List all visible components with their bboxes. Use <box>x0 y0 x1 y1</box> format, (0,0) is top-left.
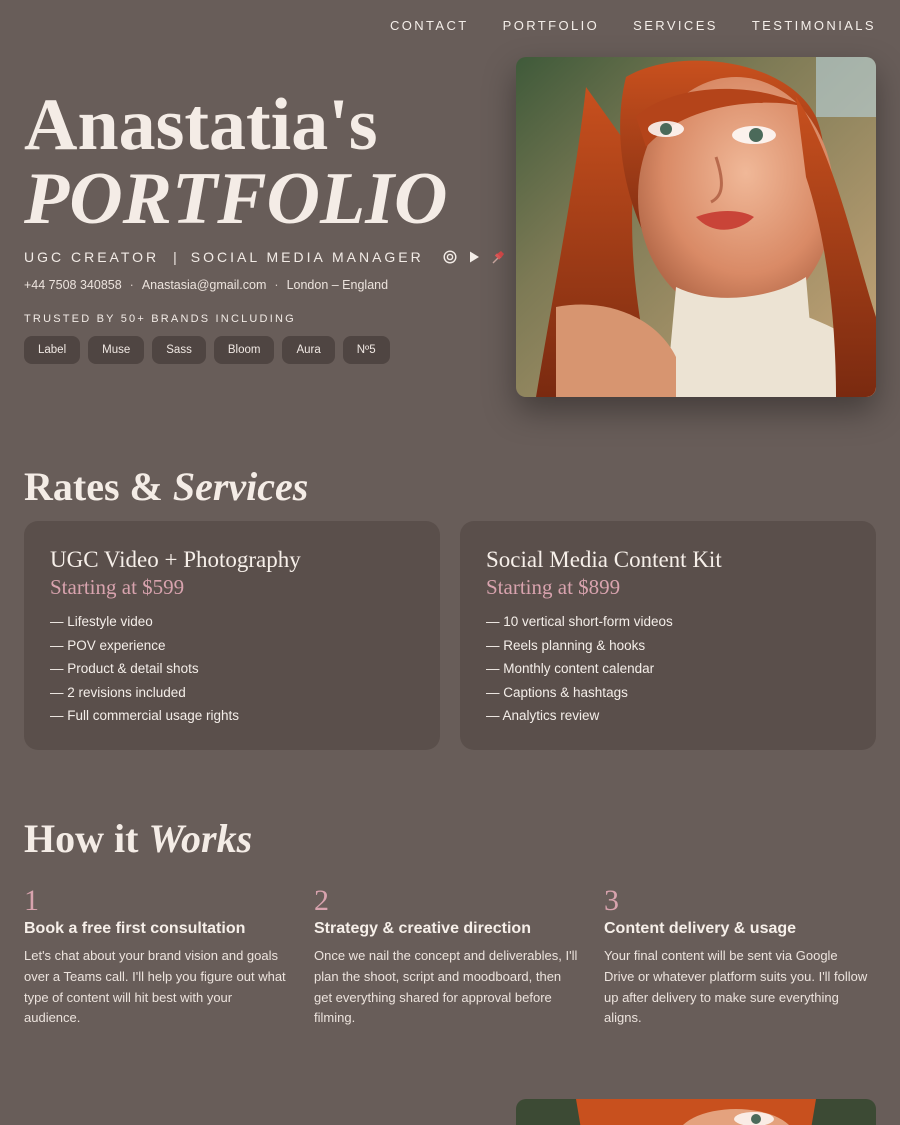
email-address[interactable]: Anastasia@gmail.com <box>141 278 267 292</box>
service-features <box>50 610 414 728</box>
contact-separator: · <box>129 278 134 292</box>
service-price: Starting at $599 <box>50 575 185 599</box>
pin-icon[interactable] <box>490 249 506 265</box>
service-title: Social Media Content Kit <box>486 547 722 572</box>
nav-portfolio[interactable]: PORTFOLIO <box>502 18 600 33</box>
step-number: 3 <box>604 884 619 917</box>
step-title: Content delivery & usage <box>604 920 797 937</box>
secondary-portrait-photo <box>516 1099 876 1125</box>
service-feature: — Analytics review <box>486 708 600 723</box>
hero-title-name: Anastatia's <box>24 84 378 166</box>
how-heading-plain: How it <box>24 816 149 861</box>
service-feature: — Monthly content calendar <box>486 661 655 676</box>
service-features <box>486 610 850 728</box>
step-number: 2 <box>314 884 329 917</box>
roles-line <box>24 249 506 265</box>
phone-number[interactable]: +44 7508 340858 <box>24 278 122 292</box>
role-ugc-creator: UGC CREATOR <box>24 249 160 265</box>
service-price: Starting at $899 <box>486 575 621 599</box>
service-feature: — POV experience <box>50 637 166 653</box>
brand-chip: Muse <box>88 336 144 364</box>
service-feature: — Product & detail shots <box>50 661 199 676</box>
instagram-icon[interactable] <box>442 249 458 265</box>
step-title: Book a free first consultation <box>24 920 246 937</box>
how-heading <box>24 815 252 862</box>
service-feature: — Lifestyle video <box>50 614 153 629</box>
brand-chips <box>24 336 390 364</box>
rates-heading-plain: Rates & <box>24 464 173 509</box>
nav-services[interactable]: SERVICES <box>633 18 718 33</box>
step-3 <box>604 884 870 1029</box>
role-separator: | <box>173 249 177 265</box>
step-description: Your final content will be sent via Google Drive or whatever platform suits you. I'll follow up after delivery to make sure everything aligns. <box>604 948 868 1026</box>
service-title: UGC Video + Photography <box>50 547 301 572</box>
nav-contact[interactable]: CONTACT <box>389 18 469 33</box>
how-heading-italic: Works <box>148 816 253 861</box>
step-number: 1 <box>24 884 39 917</box>
service-feature: — 10 vertical short-form videos <box>486 614 673 629</box>
step-description: Let's chat about your brand vision and goals over a Teams call. I'll help you figure out what type of content will hit best with your audience. <box>24 948 286 1026</box>
service-feature: — Full commercial usage rights <box>50 708 240 723</box>
step-title: Strategy & creative direction <box>314 920 531 937</box>
brand-chip: Sass <box>152 336 206 364</box>
brand-chip: Nº5 <box>343 336 390 364</box>
service-feature: — Reels planning & hooks <box>486 637 646 653</box>
rates-heading-italic: Services <box>172 464 309 509</box>
step-1 <box>24 884 290 1029</box>
trusted-label: TRUSTED BY 50+ BRANDS INCLUDING <box>24 313 296 325</box>
top-nav <box>390 18 876 33</box>
service-card-ugc <box>24 521 440 750</box>
location: London – England <box>286 278 389 292</box>
hero-title-portfolio: PORTFOLIO <box>24 158 448 240</box>
brand-chip: Bloom <box>214 336 275 364</box>
contact-separator: · <box>274 278 279 292</box>
play-icon[interactable] <box>466 249 482 265</box>
contact-line <box>24 278 388 292</box>
service-card-social-kit <box>460 521 876 750</box>
rates-heading <box>24 463 308 510</box>
nav-testimonials[interactable]: TESTIMONIALS <box>751 18 876 33</box>
social-icons <box>442 249 506 265</box>
brand-chip: Label <box>24 336 80 364</box>
hero-portrait-photo <box>516 57 876 397</box>
brand-chip: Aura <box>282 336 334 364</box>
step-description: Once we nail the concept and deliverables, I'll plan the shoot, script and moodboard, then get everything shared for approval before filming. <box>314 948 578 1026</box>
service-feature: — 2 revisions included <box>50 684 186 700</box>
step-2 <box>314 884 580 1029</box>
service-feature: — Captions & hashtags <box>486 684 628 700</box>
hero-title <box>24 84 448 240</box>
role-social-media-manager: SOCIAL MEDIA MANAGER <box>190 249 424 265</box>
